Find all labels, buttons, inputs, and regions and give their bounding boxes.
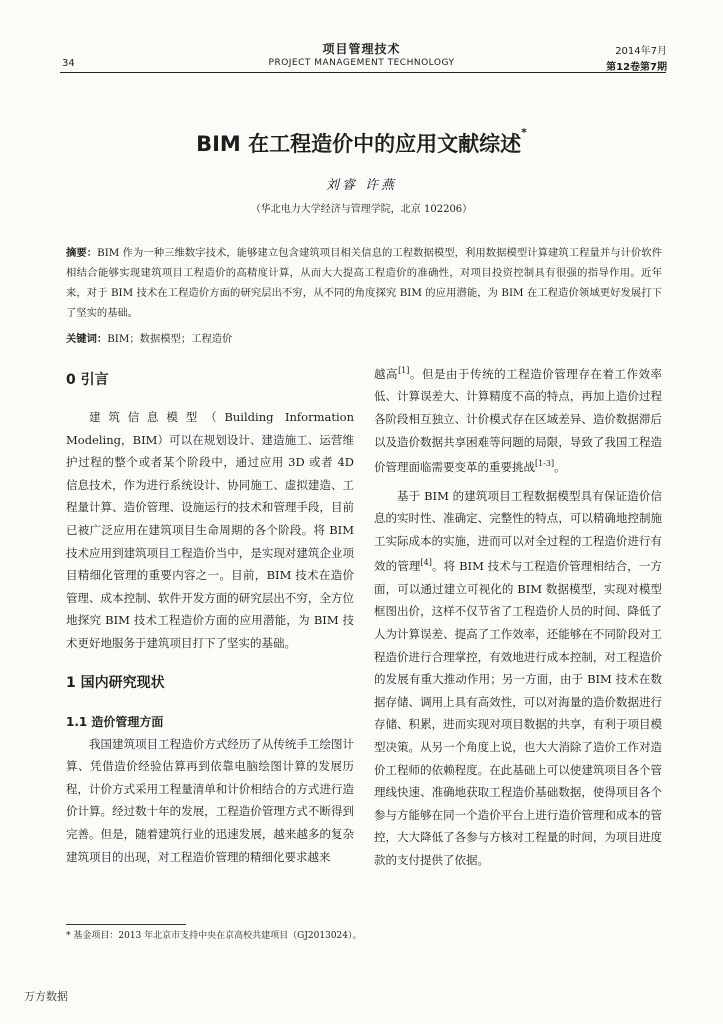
intro-paragraph: 建筑信息模型（Building Information Modeling，BIM）可以在规划设计、建造施工、运营维护过程的整个或者某个阶段中，通过应用 3D 或者 4D 信息技术，作为进行系统设计、协同施工、虚拟建造、工程量计算、造价管理、设施运行的技术和管理手段，目前已被广泛应用在建筑项目生命周期的各个阶段。将 BIM 技术应用到建筑项目工程造价当中，是实现对建筑企业项目精细化管理的重要内容之一。目前，BIM 技术在造价管理、成本控制、软件开发方面的研究层出不穷，全方位地探究 BIM 技术工程造价方面的应用潜能，为 BIM 技术更好地服务于建筑项目打下了坚实的基础。 [66, 410, 354, 650]
section-1-1-paragraph: 我国建筑项目工程造价方式经历了从传统手工绘图计算、凭借造价经验估算再到依靠电脑绘图计算的发展历程，计价方式采用工程量清单和计价相结合的方式进行造价计算。经过数十年的发展，工程造价管理方式不断得到完善。但是，随着建筑行业的迅速发展，越来越多的复杂建筑项目的出现，对工程造价管理的精细化要求越来 [66, 736, 354, 864]
p1-text-b: 。但是由于传统的工程造价管理存在着工作效率低、计算误差大、计算精度不高的特点，再加上造价过程各阶段相互独立、计价模式存在区域差异、造价数据滞后以及造价数据共享困难等问题的局限，导致了我国工程造价管理面临需要变革的重要挑战 [374, 366, 663, 475]
citation-4: [4] [420, 558, 432, 568]
page-number: 34 [62, 58, 75, 69]
authors: 刘睿 许燕 [325, 178, 398, 193]
p1-text-c: 。 [554, 460, 566, 475]
abstract-text: BIM 作为一种三维数字技术，能够建立包含建筑项目相关信息的工程数据模型，利用数据模型计算建筑工程量并与计价软件相结合能够实现建筑项目工程造价的高精度计算，从而大大提高工程造价的准确性，对项目投资控制具有很强的指导作用。近年来，对于 BIM 技术在工程造价方面的研究层出不穷，从不同的角度探究 BIM 的应用潜能，为 BIM 在工程造价领域更好发展打下了坚实的基础。 [66, 247, 662, 319]
p2-text-b: 。将 BIM 技术与工程造价管理相结合，一方面，可以通过建立可视化的 BIM 数据模型，实现对模型框图出价，这样不仅节省了工程造价人员的时间、降低了人为计算误差、提高了工作效率，还能够在不同阶段对工程造价进行合理掌控，有效地进行成本控制，对工程造价的发展有重大推动作用；另一方面，由于 BIM 技术在数据存储、调用上具有高效性，可以对海量的造价数据进行存储、积累，进而实现对项目数据的共享，有利于项目模型决策。从另一个角度上说，也大大消除了造价工作对造价工程师的依赖程度。在此基础上可以使建筑项目各个管理线快速、准确地获取工程造价基础数据，使得项目各个参与方能够在同一个造价平台上进行造价管理和成本的管控，大大降低了各参与方核对工程量的时间，为项目进度款的支付提供了依据。 [374, 559, 663, 867]
issue-date: 2014年7月 [615, 46, 667, 57]
keywords [66, 330, 662, 345]
p2-text-a: 基于 BIM 的建筑项目工程数据模型具有保证造价信息的实时性、准确定、完整性的特点，可以精确地控制施工实际成本的实施，进而可以对全过程的工程造价进行有效的管理 [374, 488, 662, 574]
keywords-label: 关键词： [66, 333, 108, 345]
citation-1: [1] [398, 366, 410, 375]
right-paragraph-1 [374, 360, 662, 479]
abstract-label: 摘要： [66, 247, 98, 259]
right-paragraph-2 [374, 485, 662, 872]
p1-text-a: 越高 [374, 366, 399, 381]
affiliation: （华北电力大学经济与管理学院，北京 102206） [250, 204, 473, 215]
footer-watermark: 万方数据 [24, 990, 68, 1003]
keywords-text: BIM；数据模型；工程造价 [107, 333, 233, 345]
citation-1-3: [1-3] [535, 459, 555, 469]
issue-volume: 第12卷第7期 [606, 62, 667, 73]
footnote: * 基金项目：2013 年北京市支持中央在京高校共建项目（GJ2013024）。 [66, 931, 362, 941]
abstract [66, 243, 662, 323]
left-column [66, 360, 354, 868]
article-title-text: BIM 在工程造价中的应用文献综述 [196, 132, 522, 156]
footnote-rule [66, 924, 186, 925]
header-rule [60, 72, 666, 73]
section-1-heading: 1 国内研究现状 [66, 674, 165, 691]
article-title [0, 128, 723, 158]
journal-title-en: PROJECT MANAGEMENT TECHNOLOGY [268, 58, 455, 68]
journal-title-cn: 项目管理技术 [322, 42, 401, 56]
right-column [374, 360, 662, 872]
section-1-1-heading: 1.1 造价管理方面 [66, 714, 164, 729]
section-0-heading: 0 引言 [66, 372, 109, 388]
title-footnote-mark: * [521, 126, 527, 139]
